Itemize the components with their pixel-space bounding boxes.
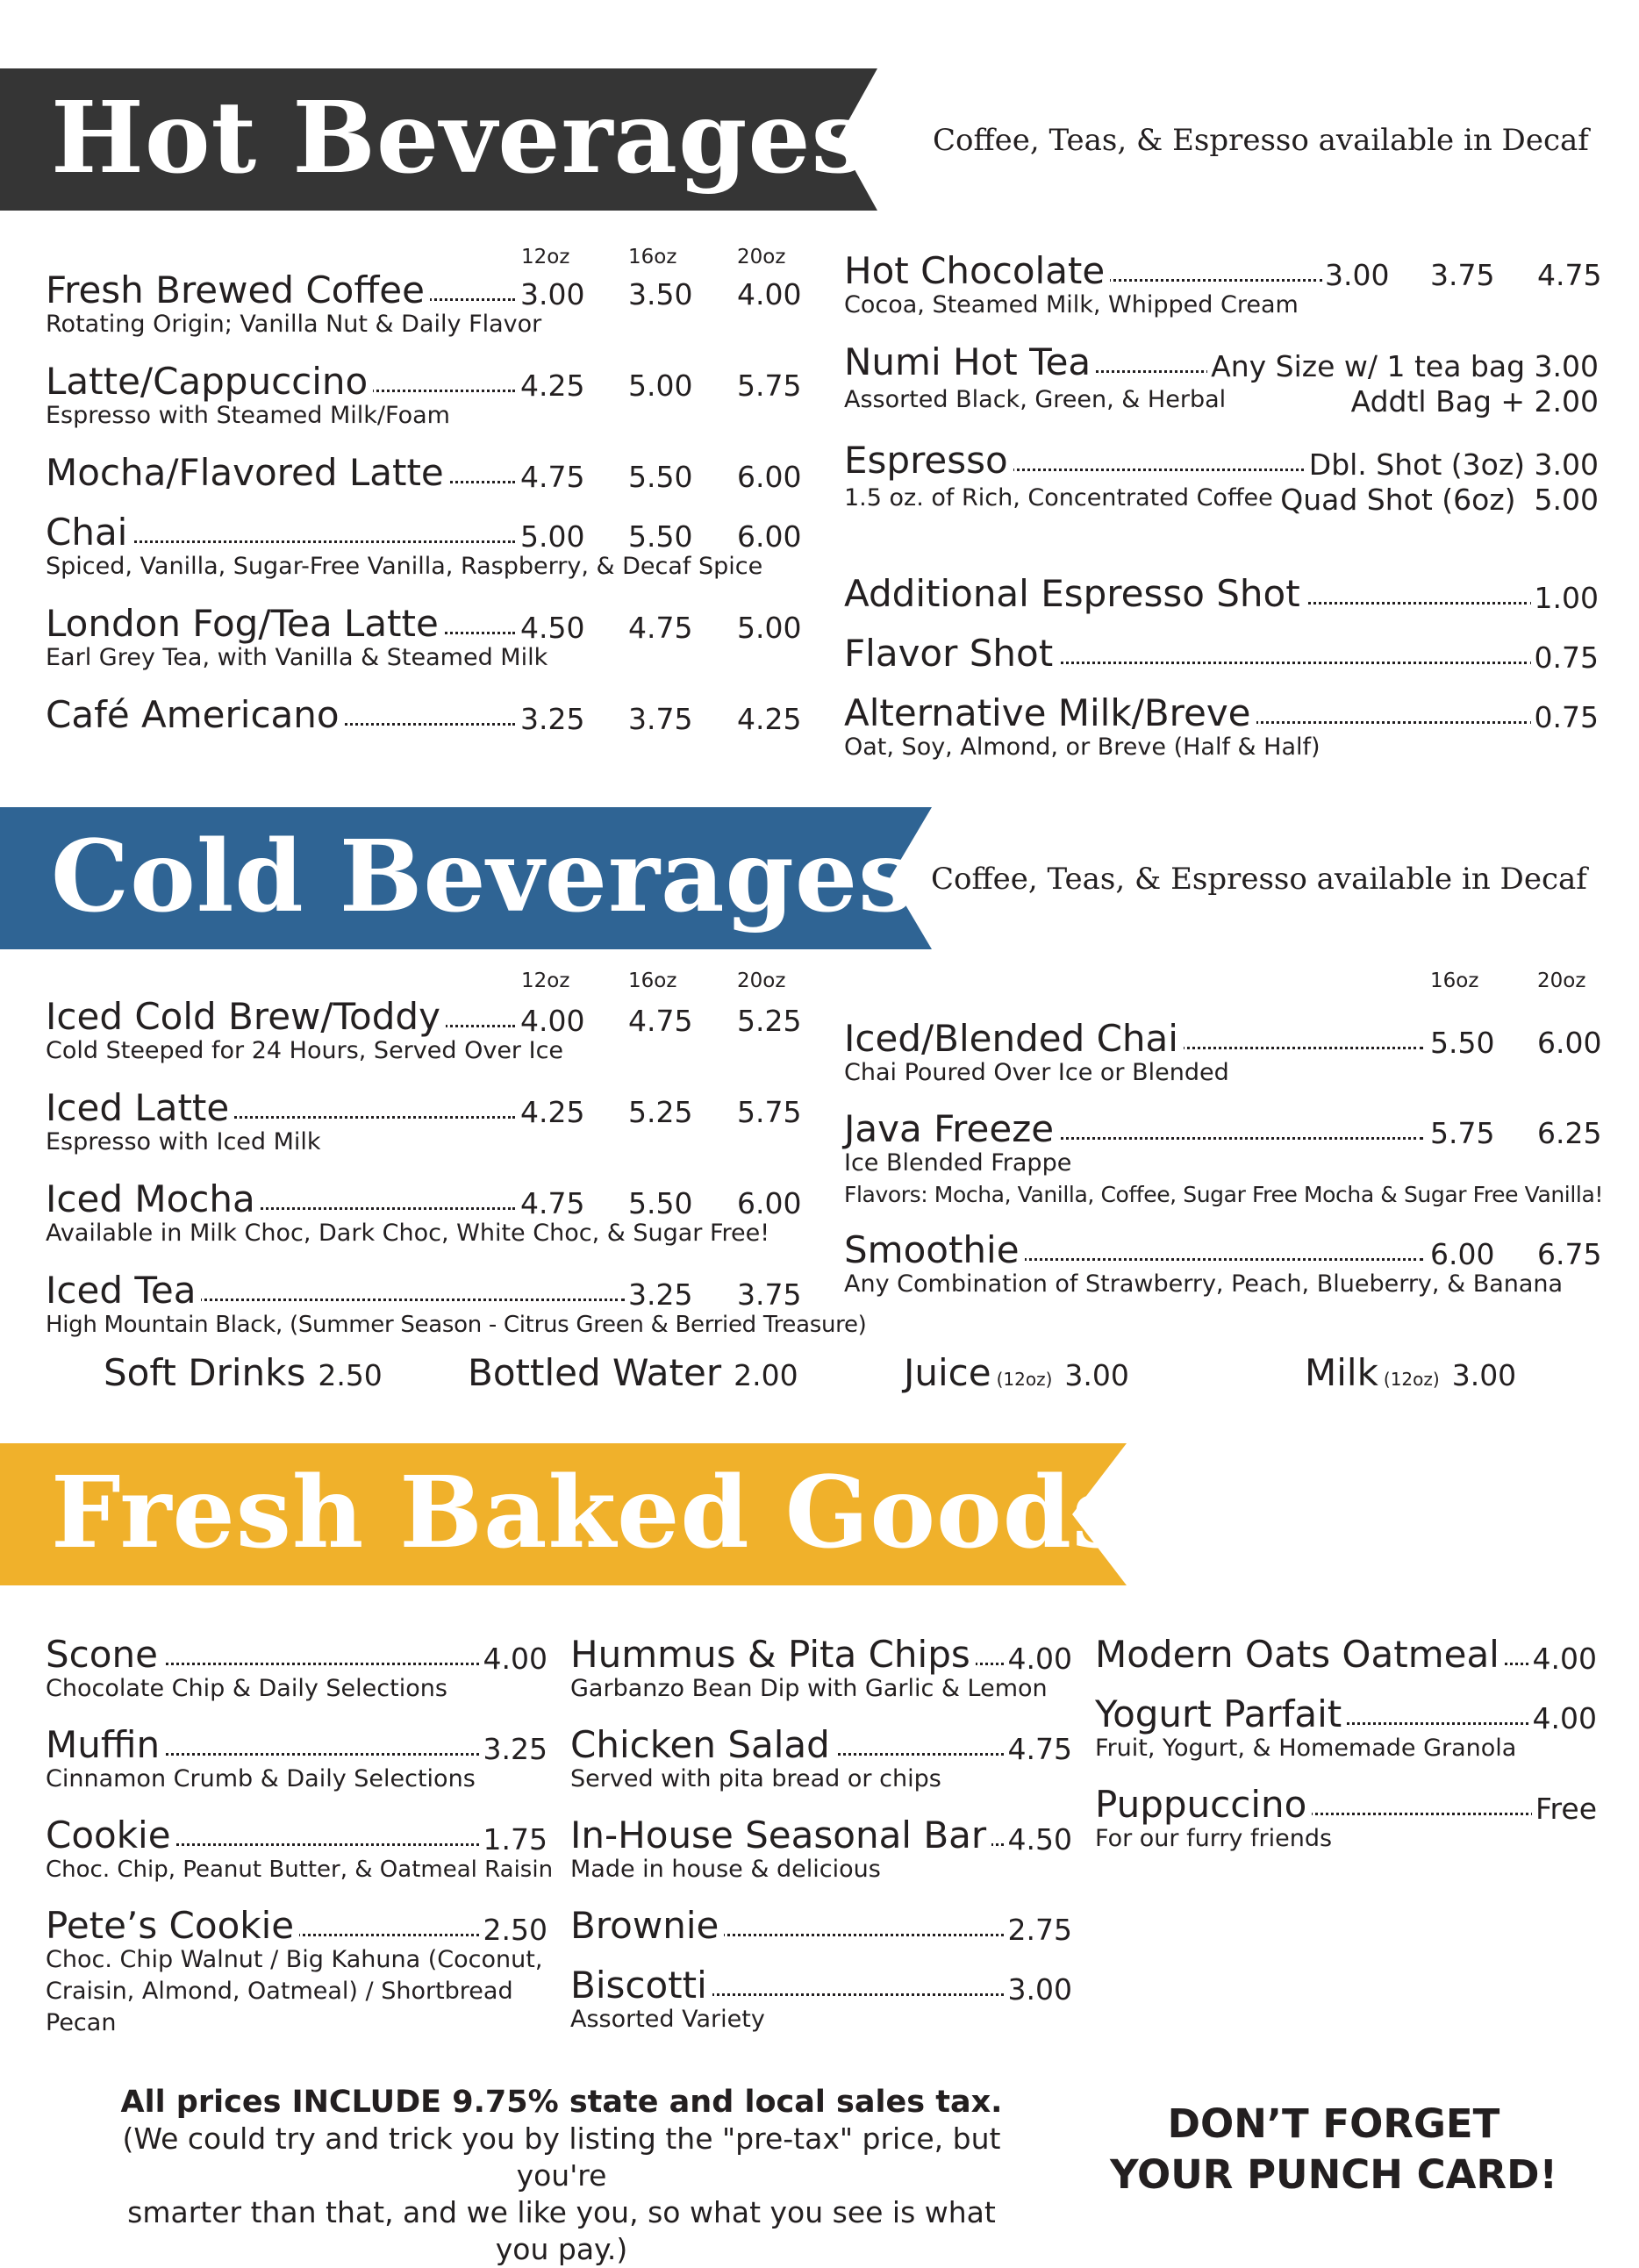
cold-decaf-note: Coffee, Teas, & Espresso available in Decaf <box>931 862 1587 897</box>
item-name: Hummus & Pita Chips <box>570 1636 976 1673</box>
menu-item <box>46 1263 867 1341</box>
item-name: Modern Oats Oatmeal <box>1095 1636 1505 1673</box>
price: 3.00 <box>1005 1975 1072 2004</box>
menu-item <box>46 597 800 674</box>
item-name: Yogurt Parfait <box>1095 1696 1347 1733</box>
item-name: Iced Tea <box>46 1272 201 1309</box>
item-name: Fresh Brewed Coffee <box>46 272 430 309</box>
price: 6.25 <box>1537 1116 1602 1150</box>
menu-item <box>46 1628 548 1705</box>
item-description: Cold Steeped for 24 Hours, Served Over Ice <box>46 1037 564 1064</box>
price: 3.25 <box>480 1735 548 1764</box>
item-description: Espresso with Steamed Milk/Foam <box>46 402 450 429</box>
item-name: Juice <box>904 1351 991 1394</box>
price: 3.25 <box>628 1277 693 1312</box>
item-description: 1.5 oz. of Rich, Concentrated Coffee <box>844 484 1273 512</box>
menu-item <box>46 1899 548 2039</box>
size-label: 20oz <box>737 246 786 268</box>
price: 5.75 <box>1430 1116 1495 1150</box>
price: 5.00 <box>628 368 693 403</box>
price: 5.50 <box>628 519 693 554</box>
menu-item <box>570 1808 1072 1885</box>
price: 6.00 <box>737 1186 802 1220</box>
item-description: Served with pita bread or chips <box>570 1765 941 1792</box>
menu-item <box>570 1958 1072 2035</box>
price: 0.75 <box>1531 643 1599 672</box>
item-name: Espresso <box>844 442 1013 479</box>
price: 2.50 <box>480 1915 548 1944</box>
price: 4.75 <box>628 1004 693 1038</box>
size-label: 12oz <box>521 969 570 992</box>
price: 4.00 <box>737 277 802 311</box>
hot-banner <box>0 68 886 211</box>
menu-item <box>46 263 800 340</box>
price: Free <box>1532 1794 1597 1823</box>
price: 5.25 <box>628 1095 693 1129</box>
price: Addtl Bag + 2.00 <box>1350 384 1599 419</box>
price: Quad Shot (6oz) 5.00 <box>1280 483 1599 517</box>
menu-item <box>1095 1628 1597 1676</box>
menu-item <box>844 244 1602 321</box>
price: 1.00 <box>1531 583 1599 612</box>
menu-item <box>844 686 1599 763</box>
item-name: Numi Hot Tea <box>844 344 1096 381</box>
price: 6.00 <box>737 519 802 554</box>
item-description: Cocoa, Steamed Milk, Whipped Cream <box>844 291 1299 318</box>
price: 5.75 <box>737 1095 802 1129</box>
price: 3.00 <box>1064 1358 1129 1392</box>
menu-item <box>46 1172 800 1249</box>
cold-title: Cold Beverages <box>51 819 915 934</box>
item-name: Iced Latte <box>46 1090 234 1127</box>
item-name: Additional Espresso Shot <box>844 576 1306 612</box>
baked-banner <box>0 1443 1132 1585</box>
item-name: Biscotti <box>570 1967 712 2004</box>
size-label: 20oz <box>737 969 786 992</box>
item-name: Pete’s Cookie <box>46 1907 299 1944</box>
price: 4.00 <box>520 1004 585 1038</box>
item-name: Alternative Milk/Breve <box>844 695 1256 732</box>
item-description: Any Combination of Strawberry, Peach, Blueberry, & Banana <box>844 1270 1564 1298</box>
item-name: Puppuccino <box>1095 1786 1312 1823</box>
price: 3.25 <box>520 702 585 736</box>
price: 4.75 <box>520 460 585 494</box>
menu-item <box>46 446 802 494</box>
price: 4.00 <box>1529 1704 1597 1733</box>
item-description: High Mountain Black, (Summer Season - Citrus Green & Berried Treasure) <box>46 1312 867 1338</box>
item-name: Muffin <box>46 1727 165 1764</box>
menu-item <box>46 1808 554 1885</box>
price: 4.00 <box>480 1644 548 1673</box>
item-description: Assorted Black, Green, & Herbal <box>844 386 1227 413</box>
hot-decaf-note: Coffee, Teas, & Espresso available in Decaf <box>933 123 1589 158</box>
price: Any Size w/ 1 tea bag 3.00 <box>1207 352 1599 381</box>
tax-note <box>97 2084 1027 2268</box>
misc-item-bottled-water <box>468 1351 798 1394</box>
menu-item <box>570 1899 1072 1947</box>
menu-item <box>844 1012 1602 1089</box>
tax-note-line: (We could try and trick you by listing the "pre-tax" price, but you're <box>122 2121 1001 2193</box>
price: 3.75 <box>628 702 693 736</box>
item-description: Earl Grey Tea, with Vanilla & Steamed Milk <box>46 644 548 671</box>
menu-item <box>570 1718 1072 1795</box>
item-description: Garbanzo Bean Dip with Garlic & Lemon <box>570 1675 1048 1702</box>
punch-card-line: YOUR PUNCH CARD! <box>1109 2151 1557 2198</box>
item-name: Cookie <box>46 1817 176 1854</box>
misc-item-soft-drinks <box>104 1351 383 1394</box>
item-description: Choc. Chip, Peanut Butter, & Oatmeal Raisin <box>46 1857 554 1883</box>
size-label: 12oz <box>521 246 570 268</box>
size-label: 16oz <box>1430 969 1479 992</box>
item-description: Choc. Chip Walnut / Big Kahuna (Coconut, <box>46 1946 543 1973</box>
price: 4.75 <box>1005 1735 1072 1764</box>
price: 4.25 <box>520 368 585 403</box>
item-description: Flavors: Mocha, Vanilla, Coffee, Sugar Free Mocha & Sugar Free Vanilla! <box>844 1182 1603 1207</box>
price: 3.00 <box>520 277 585 311</box>
item-description: Available in Milk Choc, Dark Choc, White Choc, & Sugar Free! <box>46 1220 770 1247</box>
item-name: Smoothie <box>844 1232 1025 1269</box>
menu-item <box>46 990 800 1067</box>
hot-title: Hot Beverages <box>51 81 868 196</box>
price: 6.75 <box>1537 1237 1602 1271</box>
price: 5.50 <box>1430 1026 1495 1060</box>
price: 4.75 <box>1537 258 1602 292</box>
menu-item <box>844 1223 1602 1300</box>
cold-banner <box>0 807 939 949</box>
item-name: Iced/Blended Chai <box>844 1020 1184 1057</box>
menu-item <box>844 567 1599 615</box>
menu-item <box>844 433 1599 517</box>
price: 0.75 <box>1531 703 1599 732</box>
item-name: Chai <box>46 514 132 551</box>
price: 6.00 <box>737 460 802 494</box>
price: 4.25 <box>520 1095 585 1129</box>
item-name: In-House Seasonal Bar <box>570 1817 991 1854</box>
item-description: Made in house & delicious <box>570 1856 881 1883</box>
menu-item <box>46 1081 800 1158</box>
price: 3.00 <box>1325 258 1390 292</box>
price: 4.00 <box>1005 1644 1072 1673</box>
menu-item <box>1095 1778 1597 1855</box>
item-name: Mocha/Flavored Latte <box>46 454 449 491</box>
menu-item <box>570 1628 1072 1705</box>
item-description: Pecan <box>46 2009 117 2036</box>
price: 5.50 <box>628 460 693 494</box>
item-name: Latte/Cappuccino <box>46 363 373 400</box>
item-description: Assorted Variety <box>570 2006 765 2033</box>
size-label: 16oz <box>628 969 677 992</box>
item-description: Fruit, Yogurt, & Homemade Granola <box>1095 1735 1517 1762</box>
item-name: Chicken Salad <box>570 1727 835 1764</box>
price: 2.50 <box>318 1358 383 1392</box>
item-description: Cinnamon Crumb & Daily Selections <box>46 1765 476 1792</box>
item-name: Scone <box>46 1636 163 1673</box>
item-name: Milk <box>1305 1351 1378 1394</box>
menu-item <box>46 505 800 583</box>
size-label: (12oz) <box>1383 1369 1440 1390</box>
item-description: Spiced, Vanilla, Sugar-Free Vanilla, Raspberry, & Decaf Spice <box>46 553 763 580</box>
misc-item-milk <box>1305 1351 1516 1394</box>
menu-item <box>1095 1687 1597 1764</box>
price: 3.00 <box>1451 1358 1517 1392</box>
price: 5.50 <box>628 1186 693 1220</box>
item-name: Iced Mocha <box>46 1181 261 1218</box>
price: 6.00 <box>1537 1026 1602 1060</box>
baked-title: Fresh Baked Goods <box>51 1456 1129 1570</box>
price: 5.25 <box>737 1004 802 1038</box>
punch-card-line: DON’T FORGET <box>1167 2100 1500 2147</box>
misc-item-juice <box>904 1351 1129 1394</box>
price: 4.50 <box>520 611 585 645</box>
price: 4.75 <box>628 611 693 645</box>
item-name: Café Americano <box>46 697 345 733</box>
menu-item <box>46 1718 548 1795</box>
item-description: Chai Poured Over Ice or Blended <box>844 1059 1229 1086</box>
price: 4.50 <box>1005 1825 1072 1854</box>
item-description: Craisin, Almond, Oatmeal) / Shortbread <box>46 1978 513 2005</box>
size-label: 16oz <box>628 246 677 268</box>
item-description: Espresso with Iced Milk <box>46 1128 321 1155</box>
price: 4.25 <box>737 702 802 736</box>
size-label: (12oz) <box>996 1369 1053 1390</box>
price: 5.00 <box>737 611 802 645</box>
price: 2.75 <box>1005 1915 1072 1944</box>
size-label: 20oz <box>1537 969 1586 992</box>
item-description: Ice Blended Frappe <box>844 1149 1072 1177</box>
item-name: Iced Cold Brew/Toddy <box>46 998 446 1035</box>
item-name: Java Freeze <box>844 1111 1059 1148</box>
menu-item <box>844 1102 1616 1211</box>
price: 4.75 <box>520 1186 585 1220</box>
tax-note-bold: All prices INCLUDE 9.75% state and local sales tax. <box>120 2085 1003 2120</box>
item-description: Chocolate Chip & Daily Selections <box>46 1675 447 1702</box>
tax-note-line: smarter than that, and we like you, so what you see is what you pay.) <box>127 2195 996 2266</box>
item-name: Bottled Water <box>468 1351 722 1394</box>
price: Dbl. Shot (3oz) 3.00 <box>1306 450 1599 479</box>
item-name: Soft Drinks <box>104 1351 306 1394</box>
menu-item <box>46 688 802 736</box>
price: 3.75 <box>737 1277 802 1312</box>
punch-card-reminder <box>1088 2099 1579 2200</box>
menu-item <box>46 354 800 432</box>
price: 1.75 <box>480 1825 548 1854</box>
item-description: Rotating Origin; Vanilla Nut & Daily Flavor <box>46 311 542 338</box>
item-name: Hot Chocolate <box>844 253 1110 290</box>
price: 4.00 <box>1529 1644 1597 1673</box>
menu-item <box>844 335 1599 419</box>
item-description: Oat, Soy, Almond, or Breve (Half & Half) <box>844 733 1321 761</box>
price: 6.00 <box>1430 1237 1495 1271</box>
item-name: Flavor Shot <box>844 635 1058 672</box>
price: 3.75 <box>1430 258 1495 292</box>
price: 2.00 <box>734 1358 798 1392</box>
price: 5.00 <box>520 519 585 554</box>
menu-item <box>844 626 1599 675</box>
item-name: London Fog/Tea Latte <box>46 605 444 642</box>
item-name: Brownie <box>570 1907 724 1944</box>
item-description: For our furry friends <box>1095 1825 1333 1852</box>
price: 5.75 <box>737 368 802 403</box>
price: 3.50 <box>628 277 693 311</box>
